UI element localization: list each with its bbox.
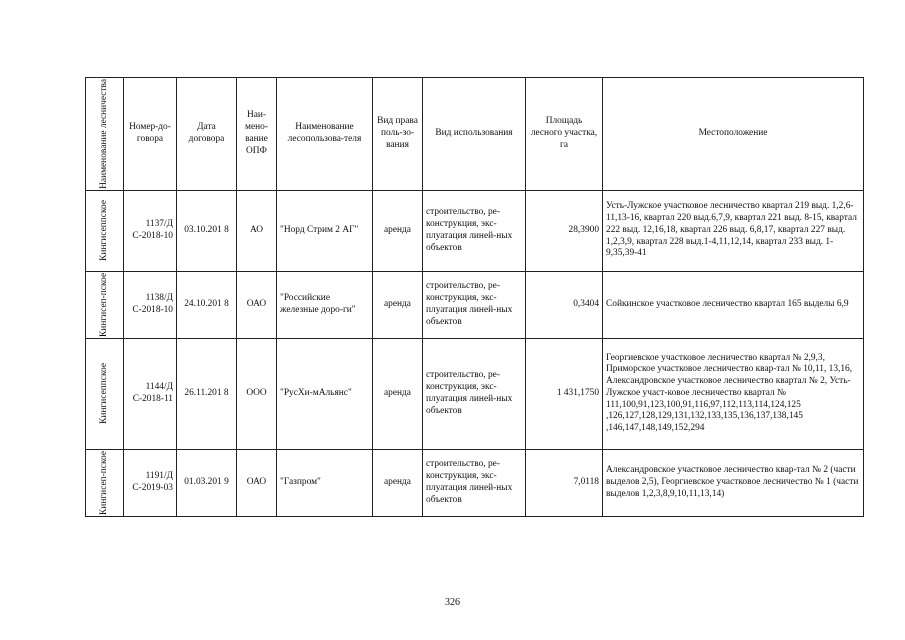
cell-number: 1144/Д С-2018-11 (124, 338, 177, 449)
cell-location: Георгиевское участковое лесничество квартал № 2,9,3, Приморское участковое лесничество квар-тал № 10,11, 13,16, Александровское участковое лесничество квартал № 2, Усть-Лужское участ-ковое лесничество квартал № 111,100,91,123,100,91,116,97,112,113,114,124,125 ,126,127,128,129,131,132,133,135,136,137,138,145 ,146,147,148,149,152,294 (603, 338, 864, 449)
cell-location: Усть-Лужское участковое лесничество квартал 219 выд. 1,2,6-11,13-16, квартал 220 выд.6,7,9, квартал 221 выд. 8-15, квартал 222 выд. 12,16,18, квартал 226 выд. 6,8,17, квартал 227 выд. 1,2,3,9, квартал 228 выд.1-4,11,12,14, квартал 233 выд. 1-9,35,39-41 (603, 190, 864, 271)
cell-area: 0,3404 (526, 271, 603, 338)
header-number: Номер-до-говора (124, 78, 177, 191)
cell-user: "Российские железные доро-ги" (277, 271, 373, 338)
cell-user: "Норд Стрим 2 АГ" (277, 190, 373, 271)
cell-use: строительство, ре-конструкция, экс-плуатация линей-ных объектов (423, 338, 526, 449)
cell-date: 03.10.201 8 (177, 190, 237, 271)
lease-table (85, 77, 864, 517)
cell-opf: АО (237, 190, 277, 271)
cell-area: 1 431,1750 (526, 338, 603, 449)
header-date: Дата договора (177, 78, 237, 191)
cell-location: Александровское участковое лесничество квар-тал № 2 (части выделов 2,5), Георгиевское участковое лесничество № 1 (части выделов 1,2,3,8,9,10,11,13,14) (603, 449, 864, 516)
header-opf: Наи-мено-вание ОПФ (237, 78, 277, 191)
header-area: Площадь лесного участка, га (526, 78, 603, 191)
cell-user: "Газпром" (277, 449, 373, 516)
cell-area: 28,3900 (526, 190, 603, 271)
cell-forestry: Кингисеппское (86, 190, 124, 271)
cell-use: строительство, ре-конструкция, экс-плуатация линей-ных объектов (423, 190, 526, 271)
cell-date: 24.10.201 8 (177, 271, 237, 338)
cell-forestry: Кингисеп-пское (86, 271, 124, 338)
cell-right: аренда (373, 338, 423, 449)
cell-right: аренда (373, 190, 423, 271)
cell-area: 7,0118 (526, 449, 603, 516)
table-row (86, 271, 864, 338)
cell-right: аренда (373, 271, 423, 338)
cell-use: строительство, ре-конструкция, экс-плуатация линей-ных объектов (423, 271, 526, 338)
cell-forestry: Кингисеп-пское (86, 449, 124, 516)
header-use: Вид использования (423, 78, 526, 191)
cell-forestry: Кингисеппское (86, 338, 124, 449)
cell-date: 26.11.201 8 (177, 338, 237, 449)
cell-location: Сойкинское участковое лесничество квартал 165 выделы 6,9 (603, 271, 864, 338)
cell-opf: ОАО (237, 449, 277, 516)
header-location: Местоположение (603, 78, 864, 191)
cell-use: строительство, ре-конструкция, экс-плуатация линей-ных объектов (423, 449, 526, 516)
cell-number: 1138/Д С-2018-10 (124, 271, 177, 338)
cell-number: 1137/Д С-2018-10 (124, 190, 177, 271)
cell-date: 01.03.201 9 (177, 449, 237, 516)
cell-number: 1191/Д С-2019-03 (124, 449, 177, 516)
header-row (86, 78, 864, 191)
header-user: Наименование лесопользова-теля (277, 78, 373, 191)
header-forestry: Наименование лесничества (86, 78, 124, 191)
table-row (86, 338, 864, 449)
table-row (86, 449, 864, 516)
table-row (86, 190, 864, 271)
cell-right: аренда (373, 449, 423, 516)
cell-opf: ООО (237, 338, 277, 449)
cell-user: "РусХи-мАльянс" (277, 338, 373, 449)
header-right: Вид права поль-зо-вания (373, 78, 423, 191)
cell-opf: ОАО (237, 271, 277, 338)
page-number: 326 (445, 597, 460, 608)
